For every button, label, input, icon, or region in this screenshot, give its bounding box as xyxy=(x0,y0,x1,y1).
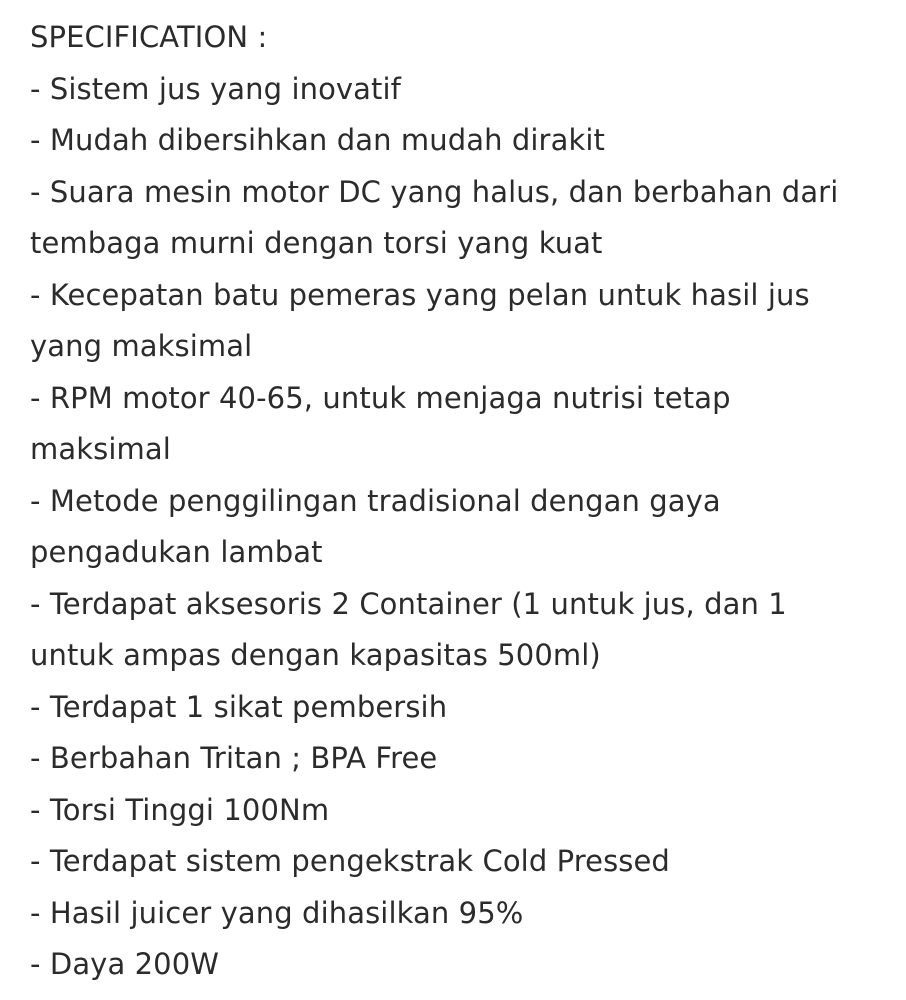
spec-line: - Suara mesin motor DC yang halus, dan berbahan dari xyxy=(30,174,839,209)
spec-line: - RPM motor 40-65, untuk menjaga nutrisi tetap xyxy=(30,380,731,415)
spec-line-continuation: pengadukan lambat xyxy=(30,535,323,569)
spec-line: - Terdapat aksesoris 2 Container (1 untuk jus, dan 1 xyxy=(30,586,787,621)
spec-line-continuation: tembaga murni dengan torsi yang kuat xyxy=(30,226,603,260)
spec-line: - Terdapat 1 sikat pembersih xyxy=(30,689,448,724)
spec-line-continuation: yang maksimal xyxy=(30,329,253,363)
spec-line: - Hasil juicer yang dihasilkan 95% xyxy=(30,895,524,930)
spec-line: - Sistem jus yang inovatif xyxy=(30,71,401,106)
spec-line-continuation: untuk ampas dengan kapasitas 500ml) xyxy=(30,638,601,672)
spec-line: - Berbahan Tritan ; BPA Free xyxy=(30,741,438,775)
spec-line: - Terdapat sistem pengekstrak Cold Pressed xyxy=(30,844,670,878)
spec-line: - Kecepatan batu pemeras yang pelan untuk hasil jus xyxy=(30,277,810,312)
specification-document xyxy=(30,12,896,991)
spec-line-continuation: maksimal xyxy=(30,432,171,466)
spec-line: - Mudah dibersihkan dan mudah dirakit xyxy=(30,123,605,157)
spec-line: - Metode penggilingan tradisional dengan gaya xyxy=(30,483,721,518)
spec-line: - Daya 200W xyxy=(30,947,220,981)
spec-heading: SPECIFICATION : xyxy=(30,20,268,54)
spec-line: - Torsi Tinggi 100Nm xyxy=(30,792,330,827)
